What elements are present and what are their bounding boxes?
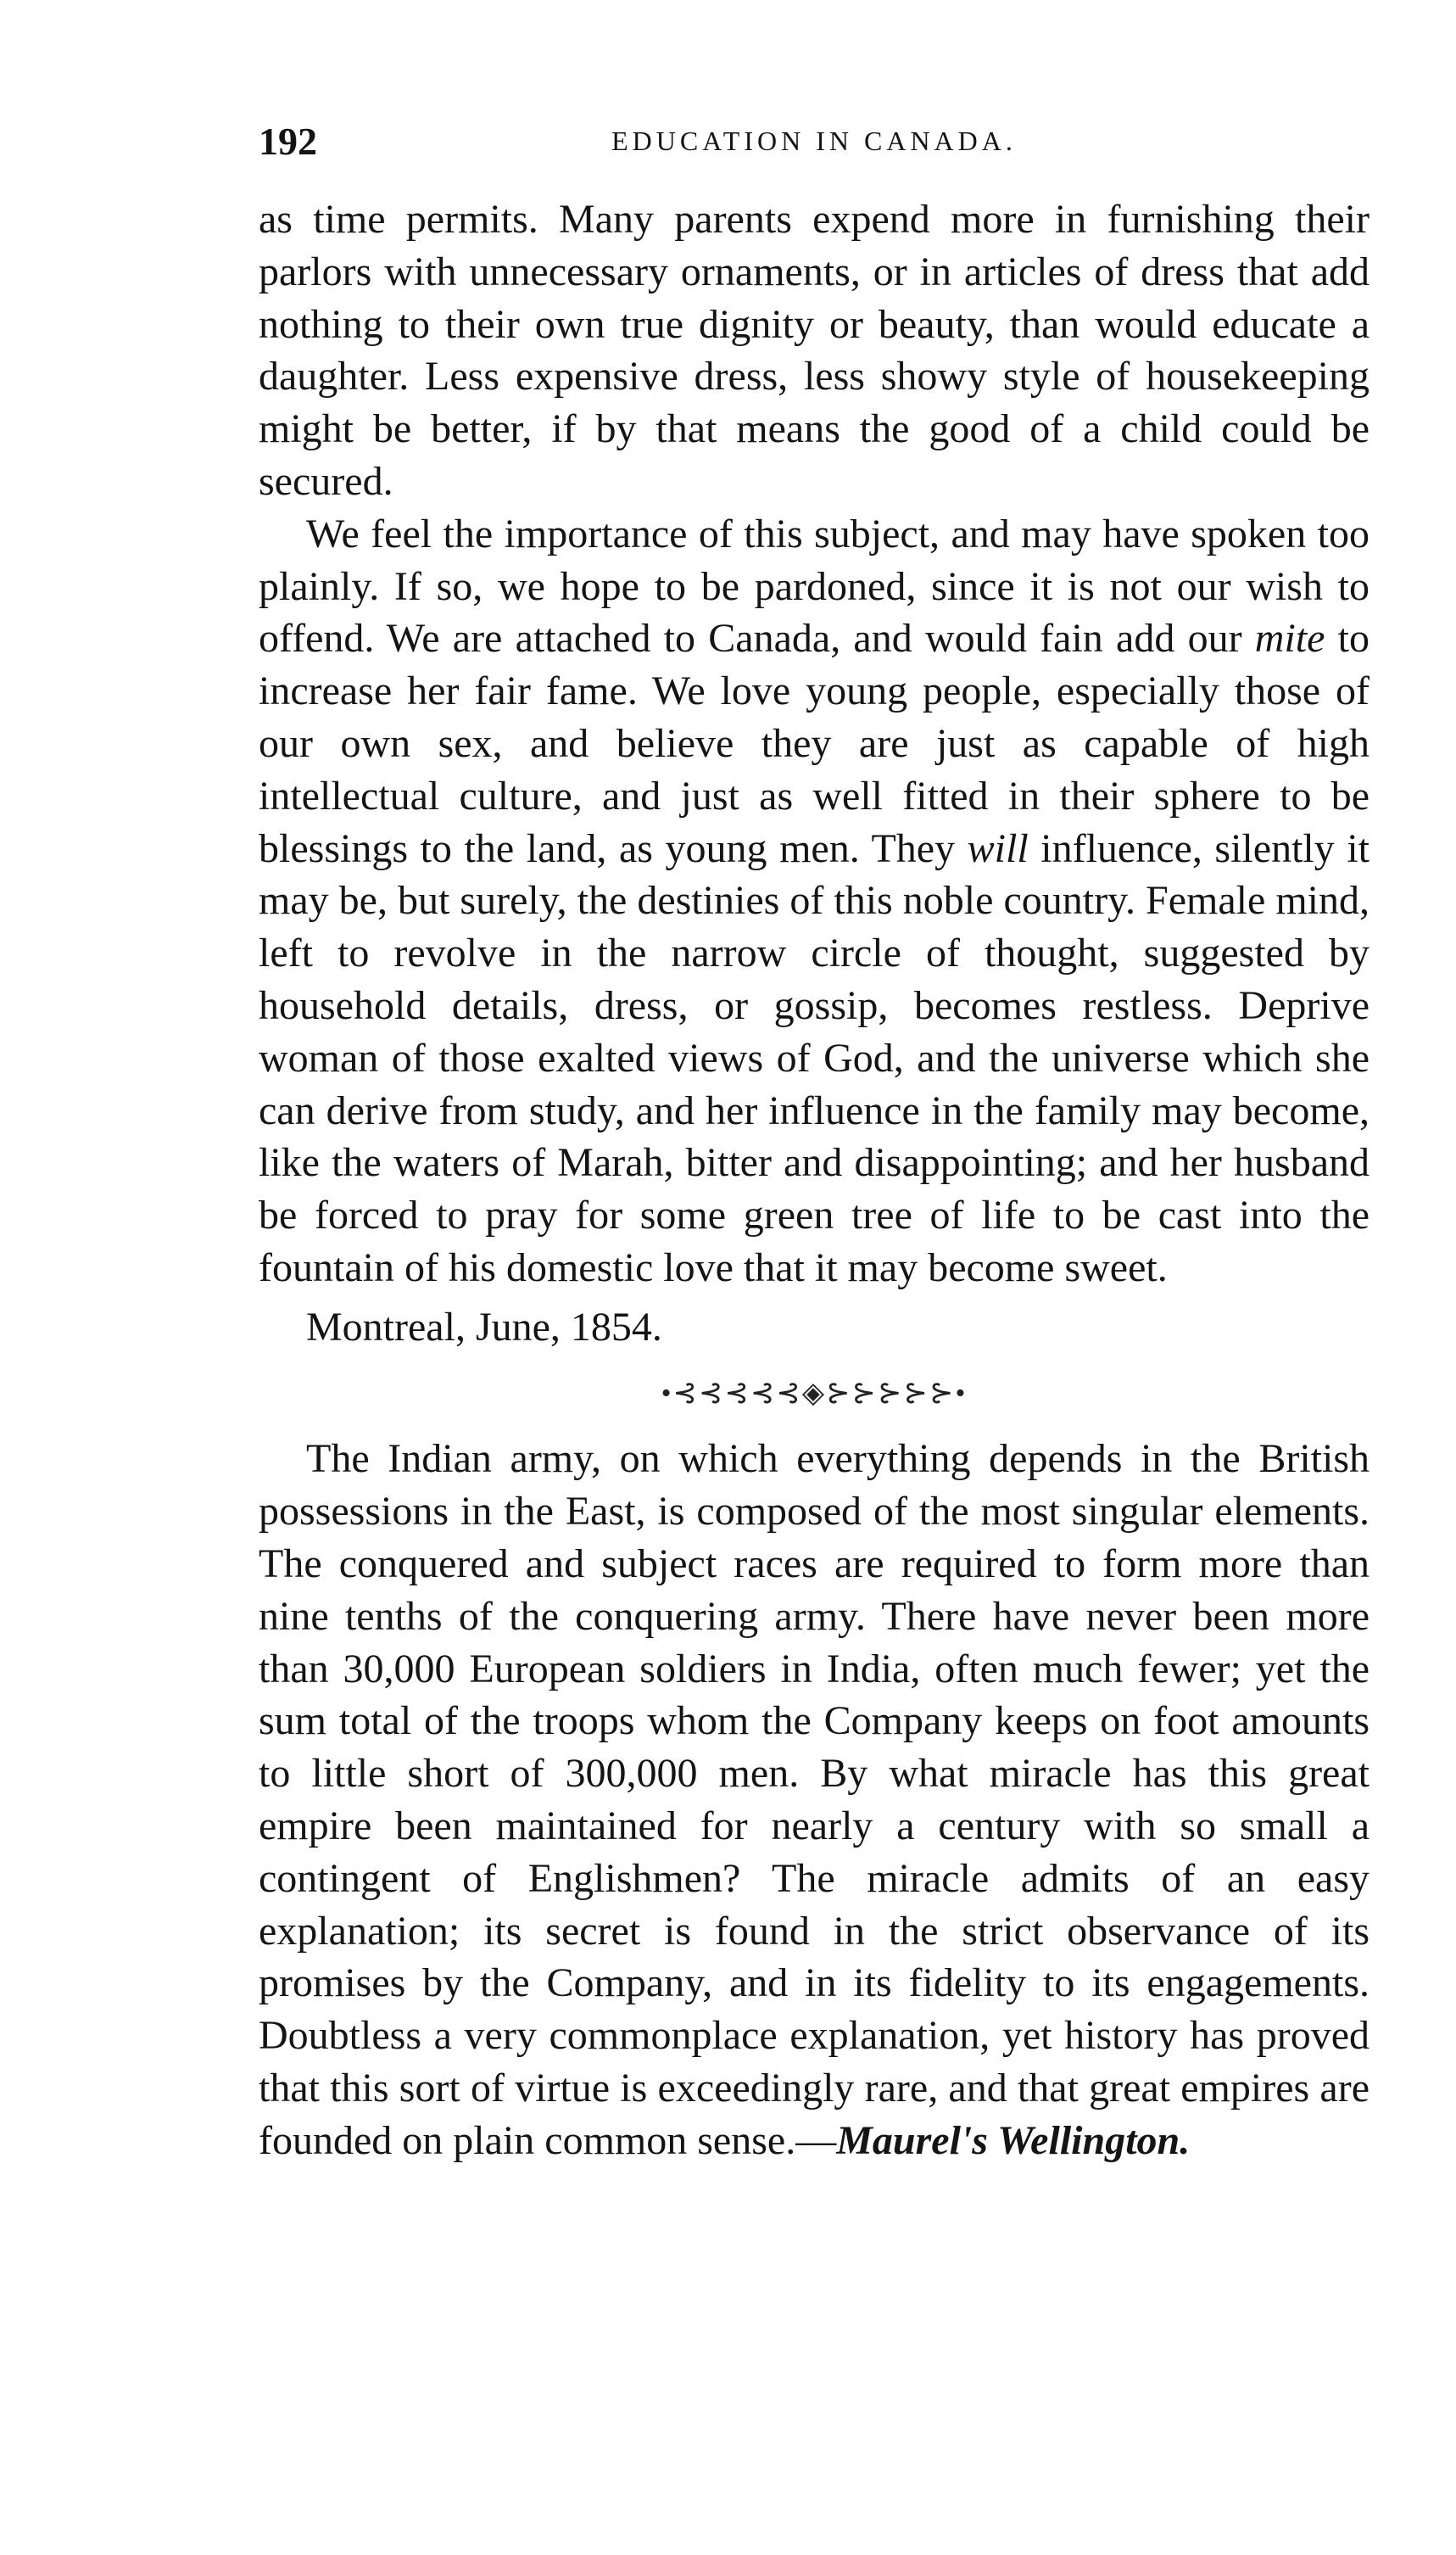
running-head: EDUCATION IN CANADA. (611, 126, 1017, 156)
paragraph-text-part1: We feel the importance of this subject, and may have spoken too plainly. If so, we hope to be pardoned, since it is not our wish to offend. We are attached to Canada, and would fain add our (259, 511, 1370, 662)
section-ornament: •⊰⊰⊰⊰⊰◈⊱⊱⊱⊱⊱• (661, 1377, 968, 1409)
page-header (259, 119, 1370, 170)
paragraph-text-part3: influence, silently it may be, but surely, the destinies of this noble country. Female mind, left to revolve in the narrow circle of thought, suggested by household details, dress, or gossip, becomes restless. Deprive woman of those exalted views of God, and the universe which she can derive from study, and her influence in the family may become, like the waters of Marah, bitter and disappointing; and her husband be forced to pray for some green tree of life to be cast into the fountain of his domestic love that it may become sweet. (259, 825, 1370, 1290)
italic-word-will: will (967, 825, 1029, 871)
body-text (259, 193, 1370, 2166)
paragraph-text: as time permits. Many parents expend more in furnishing their parlors with unnecessary ornaments, or in articles of dress that add nothing to their own true dignity or beauty, than would educate a daughter. Less expensive dress, less showy style of housekeeping might be better, if by that means the good of a child could be secured. (259, 197, 1370, 504)
paragraph-text: The Indian army, on which everything depends in the British possessions in the East, is composed of the most singular elements. The conquered and subject races are required to form more than nine tenths of the conquering army. There have never been more than 30,000 European soldiers in India, often much fewer; yet the sum total of the troops whom the Company keeps on foot amounts to little short of 300,000 men. By what miracle has this great empire been maintained for nearly a century with so small a contingent of Englishmen? The miracle admits of an easy explanation; its secret is found in the strict observance of its promises by the Company, and in its fidelity to its engagements. Doubtless a very commonplace explanation, yet history has proved that this sort of virtue is exceedingly rare, and that great empires are founded on plain common sense.— (259, 1436, 1370, 2163)
attribution: Maurel's Wellington. (836, 2117, 1191, 2163)
page-number: 192 (259, 120, 317, 163)
paragraph-text-part2: to increase her fair fame. We love young people, especially those of our own sex, and believe they are just as capable of high intellectual culture, and just as well fitted in their sphere to be blessings to the land, as young men. They (259, 616, 1370, 871)
paragraph-indian-army (259, 1433, 1370, 2166)
italic-word-mite: mite (1254, 616, 1325, 662)
paragraph-continued (259, 193, 1370, 508)
dateline: Montreal, June, 1854. (306, 1304, 662, 1350)
paragraph-education (259, 508, 1370, 1294)
